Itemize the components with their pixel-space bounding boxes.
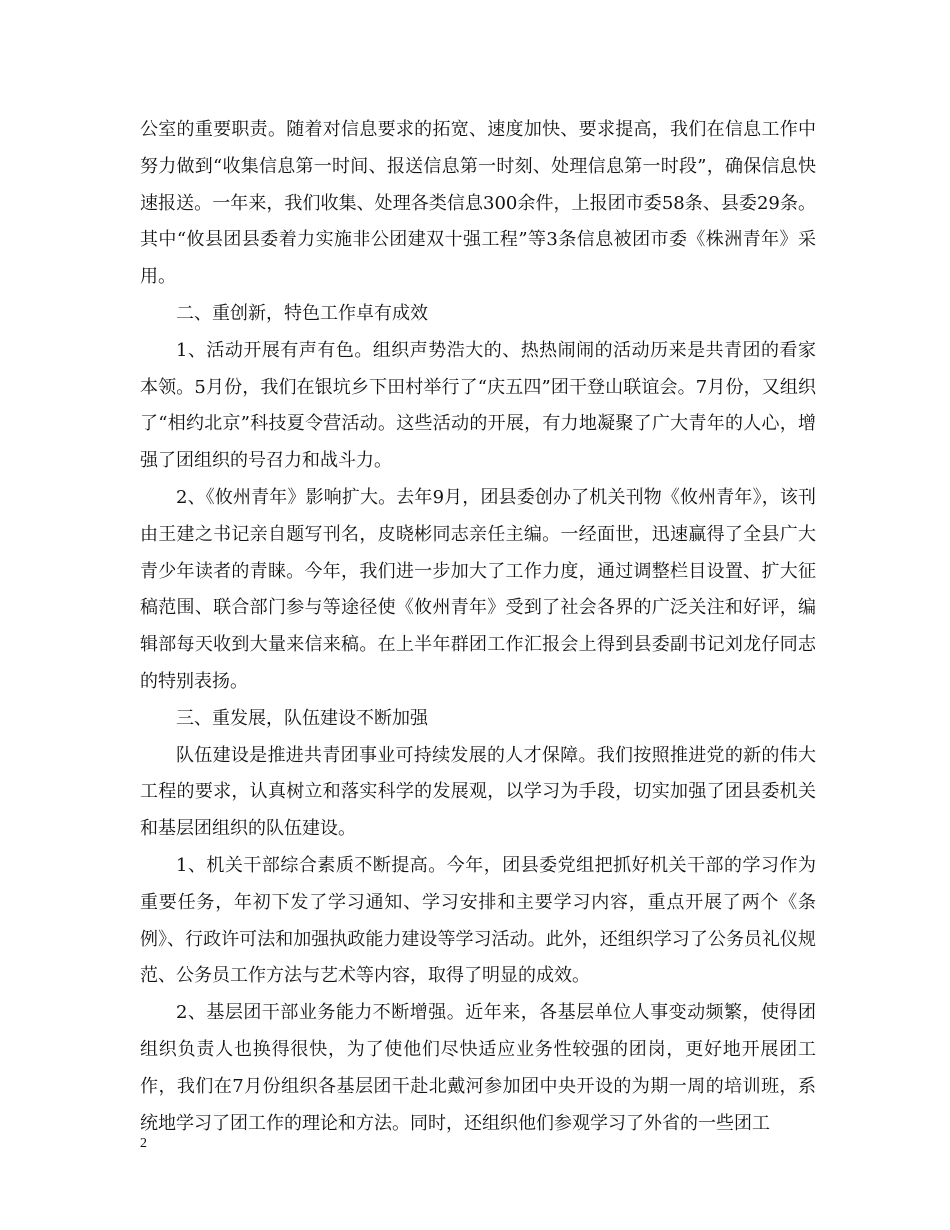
page-number: 2 [140, 1136, 147, 1151]
paragraph-cadre-quality: 1、机关干部综合素质不断提高。今年，团县委党组把抓好机关干部的学习作为重要任务，年初下发了学习通知、学习安排和主要学习内容，重点开展了两个《条例》、行政许可法和加强执政能力建设等学习活动。此外，还组织学习了公务员礼仪规范、公务员工作方法与艺术等内容，取得了明显的成效。 [140, 854, 816, 987]
document-body [140, 112, 816, 1142]
section-heading-innovation: 二、重创新，特色工作卓有成效 [176, 302, 428, 324]
paragraph-continued: 公室的重要职责。随着对信息要求的拓宽、速度加快、要求提高，我们在信息工作中努力做到“收集信息第一时间、报送信息第一时刻、处理信息第一时段”，确保信息快速报送。一年来，我们收集、处理各类信息300余件，上报团市委58条、县委29条。其中“攸县团县委着力实施非公团建双十强工程”等3条信息被团市委《株洲青年》采用。 [140, 119, 816, 288]
paragraph-activities: 1、活动开展有声有色。组织声势浩大的、热热闹闹的活动历来是共青团的看家本领。5月份，我们在银坑乡下田村举行了“庆五四”团干登山联谊会。7月份，又组织了“相约北京”科技夏令营活动。这些活动的开展，有力地凝聚了广大青年的人心，增强了团组织的号召力和战斗力。 [140, 339, 816, 472]
paragraph-youzhou-youth: 2、《攸州青年》影响扩大。去年9月，团县委创办了机关刊物《攸州青年》，该刊由王建之书记亲自题写刊名，皮晓彬同志亲任主编。一经面世，迅速赢得了全县广大青少年读者的青睐。今年，我们进一步加大了工作力度，通过调整栏目设置、扩大征稿范围、联合部门参与等途径使《攸州青年》受到了社会各界的广泛关注和好评，编辑部每天收到大量来信来稿。在上半年群团工作汇报会上得到县委副书记刘龙仔同志的特别表扬。 [140, 486, 816, 692]
paragraph-team-building: 队伍建设是推进共青团事业可持续发展的人才保障。我们按照推进党的新的伟大工程的要求，认真树立和落实科学的发展观，以学习为手段，切实加强了团县委机关和基层团组织的队伍建设。 [140, 744, 816, 840]
section-heading-development: 三、重发展，队伍建设不断加强 [176, 707, 428, 729]
paragraph-grassroots-training: 2、基层团干部业务能力不断增强。近年来，各基层单位人事变动频繁，使得团组织负责人也换得很快，为了使他们尽快适应业务性较强的团岗，更好地开展团工作，我们在7月份组织各基层团干赴北戴河参加团中央开设的为期一周的培训班，系统地学习了团工作的理论和方法。同时，还组织他们参观学习了外省的一些团工 [140, 1002, 816, 1134]
